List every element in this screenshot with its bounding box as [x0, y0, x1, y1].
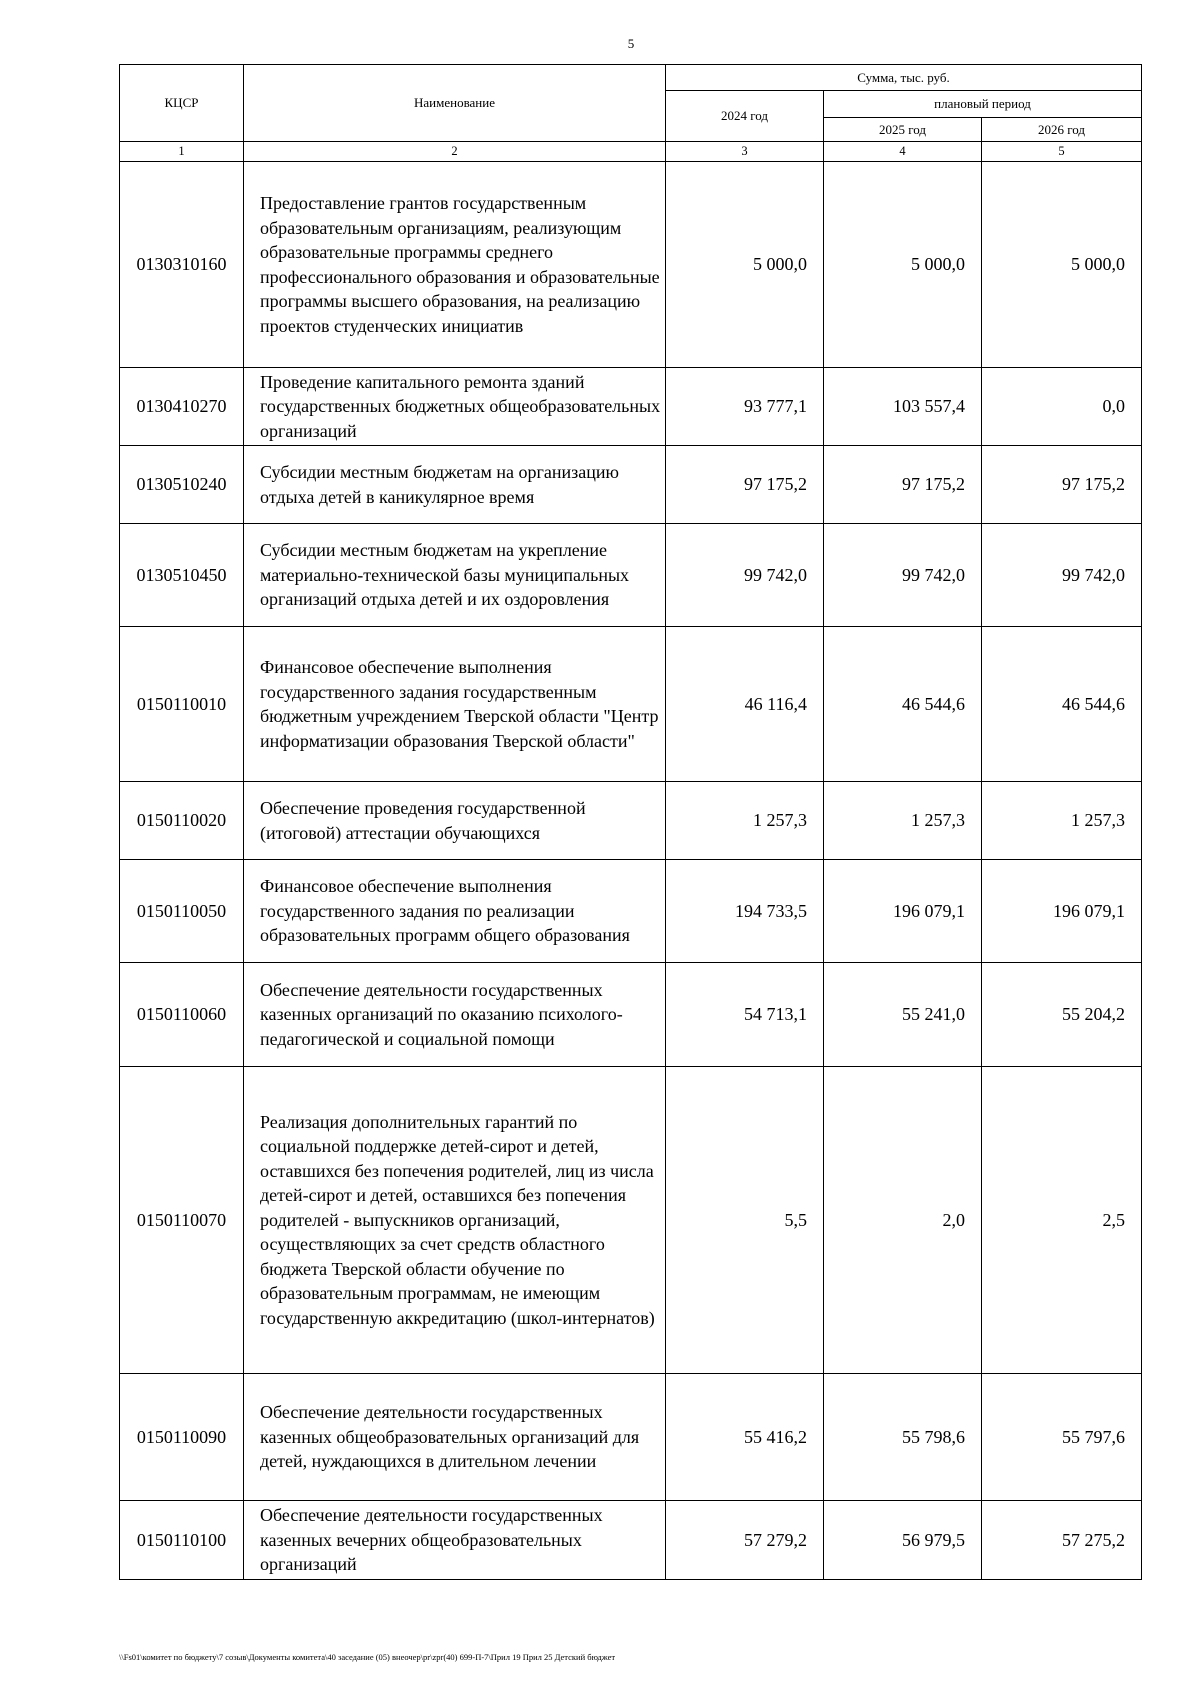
row-code: 0130410270: [120, 368, 244, 446]
row-2026: 196 079,1: [982, 860, 1142, 963]
row-2024: 54 713,1: [666, 963, 824, 1067]
row-2025: 99 742,0: [824, 524, 982, 627]
header-year-2024: 2024 год: [666, 91, 824, 142]
row-2026: 55 797,6: [982, 1374, 1142, 1501]
table-row: [120, 860, 1142, 963]
column-number: 5: [982, 142, 1142, 162]
row-name: Предоставление грантов государственным образовательным организациям, реализующим образовательные программы среднего профессионального образования и образовательные программы высшего образования, на реализацию проектов студенческих инициатив: [244, 162, 666, 368]
row-code: 0130510450: [120, 524, 244, 627]
row-2025: 97 175,2: [824, 446, 982, 524]
row-code: 0150110090: [120, 1374, 244, 1501]
row-2024: 194 733,5: [666, 860, 824, 963]
header-year-2026: 2026 год: [982, 118, 1142, 142]
table-row: [120, 627, 1142, 782]
row-name: Финансовое обеспечение выполнения государственного задания государственным бюджетным учреждением Тверской области "Центр информатизации образования Тверской области": [244, 627, 666, 782]
row-2026: 1 257,3: [982, 782, 1142, 860]
table-row: [120, 963, 1142, 1067]
column-number: 3: [666, 142, 824, 162]
row-name: Реализация дополнительных гарантий по социальной поддержке детей-сирот и детей, оставшихся без попечения родителей, лиц из числа детей-сирот и детей, оставшихся без попечения родителей - выпускников организаций, осуществляющих за счет средств областного бюджета Тверской области обучение по образовательным программам, не имеющим государственную аккредитацию (школ-интернатов): [244, 1067, 666, 1374]
row-2024: 93 777,1: [666, 368, 824, 446]
row-2025: 1 257,3: [824, 782, 982, 860]
table-row: [120, 1374, 1142, 1501]
row-2025: 55 241,0: [824, 963, 982, 1067]
row-2025: 5 000,0: [824, 162, 982, 368]
row-code: 0150110020: [120, 782, 244, 860]
page-number: 5: [627, 36, 635, 51]
row-2025: 2,0: [824, 1067, 982, 1374]
row-name: Субсидии местным бюджетам на укрепление материально-технической базы муниципальных организаций отдыха детей и их оздоровления: [244, 524, 666, 627]
row-code: 0150110070: [120, 1067, 244, 1374]
table-row: [120, 524, 1142, 627]
row-2026: 46 544,6: [982, 627, 1142, 782]
header-planned-period: плановый период: [824, 91, 1142, 118]
table-row: [120, 446, 1142, 524]
row-2026: 57 275,2: [982, 1501, 1142, 1580]
header-year-2025: 2025 год: [824, 118, 982, 142]
header-sum: Сумма, тыс. руб.: [666, 65, 1142, 91]
row-2024: 97 175,2: [666, 446, 824, 524]
row-2025: 103 557,4: [824, 368, 982, 446]
row-2026: 0,0: [982, 368, 1142, 446]
row-2024: 5,5: [666, 1067, 824, 1374]
column-number-row: [120, 142, 1142, 162]
column-number: 2: [244, 142, 666, 162]
row-2025: 196 079,1: [824, 860, 982, 963]
row-2025: 55 798,6: [824, 1374, 982, 1501]
row-2026: 55 204,2: [982, 963, 1142, 1067]
row-name: Обеспечение проведения государственной (итоговой) аттестации обучающихся: [244, 782, 666, 860]
header-name: Наименование: [244, 65, 666, 142]
table-row: [120, 1501, 1142, 1580]
budget-table: [119, 64, 1142, 1580]
row-name: Обеспечение деятельности государственных казенных вечерних общеобразовательных организаций: [244, 1501, 666, 1580]
row-code: 0150110010: [120, 627, 244, 782]
row-name: Обеспечение деятельности государственных казенных организаций по оказанию психолого-педагогической и социальной помощи: [244, 963, 666, 1067]
row-2024: 57 279,2: [666, 1501, 824, 1580]
table-row: [120, 1067, 1142, 1374]
row-2025: 46 544,6: [824, 627, 982, 782]
row-2025: 56 979,5: [824, 1501, 982, 1580]
row-code: 0150110050: [120, 860, 244, 963]
row-name: Финансовое обеспечение выполнения государственного задания по реализации образовательных программ общего образования: [244, 860, 666, 963]
footer-file-path: \\Fs01\комитет по бюджету\7 созыв\Документы комитета\40 заседание (05) внеочер\pr\zpr(40) 699-П-7\Прил 19 Прил 25 Детский бюджет: [119, 1652, 616, 1662]
row-code: 0130310160: [120, 162, 244, 368]
row-code: 0150110060: [120, 963, 244, 1067]
row-code: 0150110100: [120, 1501, 244, 1580]
row-2024: 46 116,4: [666, 627, 824, 782]
table-row: [120, 782, 1142, 860]
header-code: КЦСР: [120, 65, 244, 142]
row-2026: 97 175,2: [982, 446, 1142, 524]
column-number: 1: [120, 142, 244, 162]
row-2026: 99 742,0: [982, 524, 1142, 627]
row-code: 0130510240: [120, 446, 244, 524]
row-name: Субсидии местным бюджетам на организацию отдыха детей в каникулярное время: [244, 446, 666, 524]
row-2024: 1 257,3: [666, 782, 824, 860]
table-row: [120, 162, 1142, 368]
row-2026: 5 000,0: [982, 162, 1142, 368]
row-name: Обеспечение деятельности государственных казенных общеобразовательных организаций для детей, нуждающихся в длительном лечении: [244, 1374, 666, 1501]
row-2024: 99 742,0: [666, 524, 824, 627]
table-row: [120, 368, 1142, 446]
row-2024: 5 000,0: [666, 162, 824, 368]
column-number: 4: [824, 142, 982, 162]
row-2024: 55 416,2: [666, 1374, 824, 1501]
row-name: Проведение капитального ремонта зданий государственных бюджетных общеобразовательных организаций: [244, 368, 666, 446]
row-2026: 2,5: [982, 1067, 1142, 1374]
